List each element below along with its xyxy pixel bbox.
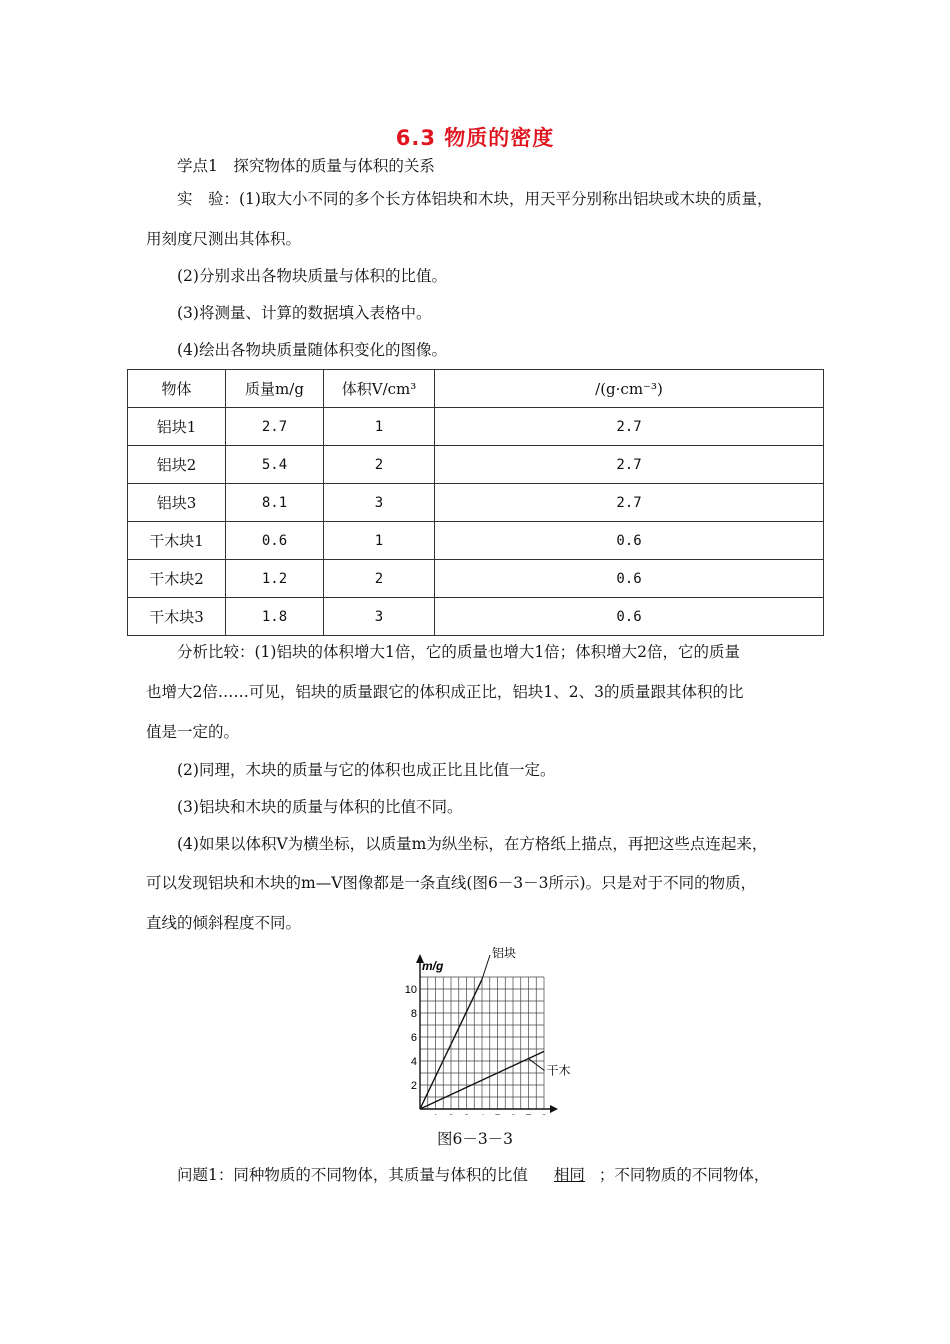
cell-mass: 8.1	[226, 484, 324, 522]
table-row	[128, 598, 824, 636]
y-axis-label: m/g	[422, 959, 444, 973]
aluminum-leader	[482, 955, 490, 979]
cell-volume: 2	[324, 560, 435, 598]
chart-svg	[400, 945, 570, 1115]
cell-object: 铝块2	[128, 446, 226, 484]
origin-label	[408, 1113, 418, 1115]
cell-mass: 0.6	[226, 522, 324, 560]
cell-object: 干木块2	[128, 560, 226, 598]
cell-volume: 1	[324, 408, 435, 446]
figure-caption: 图6－3－3	[436, 1130, 514, 1148]
y-tick-label: 10	[404, 984, 417, 996]
x-tick-label	[510, 1113, 516, 1115]
cell-object: 干木块1	[128, 522, 226, 560]
x-tick-label	[494, 1113, 500, 1115]
table-header-row	[128, 370, 824, 408]
data-table	[127, 369, 824, 636]
section-heading: 学点1 探究物体的质量与体积的关系	[177, 157, 435, 175]
wood-label: 干木	[546, 1063, 570, 1078]
experiment-step-4: (4)绘出各物块质量随体积变化的图像。	[177, 341, 447, 359]
cell-ratio: 2.7	[435, 446, 824, 484]
table-row	[128, 484, 824, 522]
x-tick-label	[463, 1113, 469, 1115]
x-tick-label	[479, 1113, 485, 1115]
header-volume: 体积V/cm³	[324, 370, 435, 408]
analysis-line-1: 分析比较：(1)铝块的体积增大1倍，它的质量也增大1倍；体积增大2倍，它的质量	[177, 643, 741, 661]
experiment-line-1: 实 验：(1)取大小不同的多个长方体铝块和木块，用天平分别称出铝块或木块的质量，	[177, 190, 773, 208]
cell-volume: 1	[324, 522, 435, 560]
cell-ratio: 0.6	[435, 560, 824, 598]
cell-object: 铝块1	[128, 408, 226, 446]
chart-grid	[420, 977, 544, 1109]
question-suffix: ；不同物质的不同物体，	[598, 1166, 770, 1184]
chart-axes	[416, 954, 558, 1113]
experiment-step-3: (3)将测量、计算的数据填入表格中。	[177, 304, 432, 322]
experiment-step-2: (2)分别求出各物块质量与体积的比值。	[177, 267, 447, 285]
question-1	[177, 1165, 769, 1185]
analysis-line-2: 也增大2倍……可见，铝块的质量跟它的体积成正比，铝块1、2、3的质量跟其体积的比	[146, 683, 744, 701]
cell-volume: 2	[324, 446, 435, 484]
cell-ratio: 2.7	[435, 408, 824, 446]
y-tick-label: 6	[410, 1032, 417, 1044]
analysis-point-4-line-2: 可以发现铝块和木块的m—V图像都是一条直线(图6－3－3所示)。只是对于不同的物质，	[146, 874, 757, 892]
header-mass: 质量m/g	[226, 370, 324, 408]
cell-mass: 1.8	[226, 598, 324, 636]
x-axis-arrow-icon	[550, 1105, 558, 1113]
cell-mass: 2.7	[226, 408, 324, 446]
header-object: 物体	[128, 370, 226, 408]
y-tick-label: 2	[410, 1080, 417, 1092]
cell-volume: 3	[324, 484, 435, 522]
cell-object: 铝块3	[128, 484, 226, 522]
cell-ratio: 0.6	[435, 522, 824, 560]
mass-volume-chart	[400, 945, 570, 1119]
aluminum-label: 铝块	[492, 946, 517, 960]
cell-ratio: 2.7	[435, 484, 824, 522]
header-ratio: /(g·cm⁻³)	[435, 370, 824, 408]
table-row	[128, 408, 824, 446]
cell-mass: 5.4	[226, 446, 324, 484]
cell-volume: 3	[324, 598, 435, 636]
answer-blank: 相同	[553, 1166, 585, 1184]
analysis-line-3: 值是一定的。	[146, 723, 240, 741]
y-tick-label: 4	[410, 1056, 417, 1068]
question-prefix: 问题1：同种物质的不同物体，其质量与体积的比值	[177, 1166, 528, 1184]
page-title: 6.3 物质的密度	[395, 126, 555, 150]
x-tick-label	[432, 1113, 438, 1115]
analysis-point-3: (3)铝块和木块的质量与体积的比值不同。	[177, 798, 463, 816]
cell-object: 干木块3	[128, 598, 226, 636]
analysis-point-4-line-1: (4)如果以体积V为横坐标，以质量m为纵坐标，在方格纸上描点，再把这些点连起来，	[177, 835, 768, 853]
y-tick-label: 8	[410, 1008, 417, 1020]
cell-ratio: 0.6	[435, 598, 824, 636]
analysis-point-4-line-3: 直线的倾斜程度不同。	[146, 914, 302, 932]
cell-mass: 1.2	[226, 560, 324, 598]
table-row	[128, 560, 824, 598]
table-row	[128, 446, 824, 484]
x-tick-label	[448, 1113, 454, 1115]
experiment-line-2: 用刻度尺测出其体积。	[146, 230, 302, 248]
table-row	[128, 522, 824, 560]
analysis-point-2: (2)同理，木块的质量与它的体积也成正比且比值一定。	[177, 761, 556, 779]
